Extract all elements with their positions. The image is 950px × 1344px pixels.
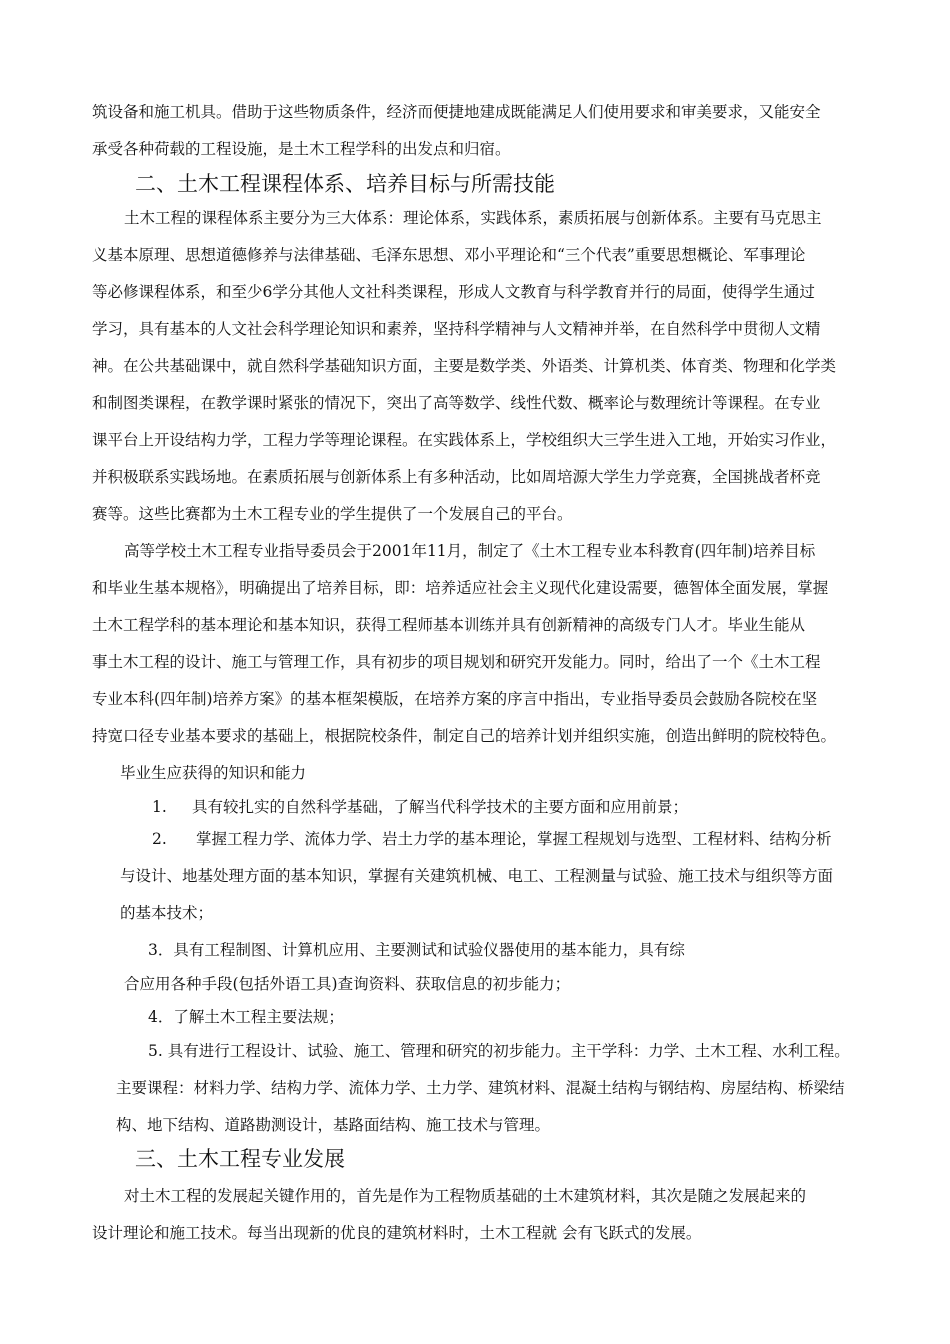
paragraph-line: 和制图类课程，在教学课时紧张的情况下，突出了高等数学、线性代数、概率论与数理统计等课程。在专业 [92,394,821,412]
list-item-text: 与设计、地基处理方面的基本知识，掌握有关建筑机械、电工、工程测量与试验、施工技术与组织等方面 [120,867,834,885]
paragraph-line: 事土木工程的设计、施工与管理工作，具有初步的项目规划和研究开发能力。同时，给出了一个《土木工程 [92,653,821,671]
list-item-text: 具有较扎实的自然科学基础，了解当代科学技术的主要方面和应用前景； [192,798,689,816]
paragraph-line: 神。在公共基础课中，就自然科学基础知识方面，主要是数学类、外语类、计算机类、体育类、物理和化学类 [92,357,837,375]
section-heading: 三、土木工程专业发展 [135,1147,345,1171]
list-item-text: 4．了解土木工程主要法规； [148,1008,344,1026]
list-item-text: 构、地下结构、道路勘测设计，基路面结构、施工技术与管理。 [116,1116,551,1134]
paragraph-line: 土木工程学科的基本理论和基本知识，获得工程师基本训练并具有创新精神的高级专门人才。毕业生能从 [92,616,806,634]
list-item-text: 掌握工程力学、流体力学、岩土力学的基本理论，掌握工程规划与选型、工程材料、结构分析 [196,830,832,848]
paragraph-line: 赛等。这些比赛都为土木工程专业的学生提供了一个发展自己的平台。 [92,505,573,523]
paragraph-line: 等必修课程体系，和至少6学分其他人文社科类课程，形成人文教育与科学教育并行的局面，使得学生通过 [92,283,815,301]
intro-line: 筑设备和施工机具。借助于这些物质条件，经济而便捷地建成既能满足人们使用要求和审美要求，又能安全 [92,103,821,121]
list-item-text: 合应用各种手段(包括外语工具)查询资料、获取信息的初步能力； [124,975,571,993]
paragraph-line: 持宽口径专业基本要求的基础上，根据院校条件，制定自己的培养计划并组织实施，创造出鲜明的院校特色。 [92,727,837,745]
paragraph-line: 义基本原理、思想道德修养与法律基础、毛泽东思想、邓小平理论和“三个代表”重要思想概论、军事理论 [92,246,806,264]
paragraph-line: 对土木工程的发展起关键作用的，首先是作为工程物质基础的土木建筑材料，其次是随之发展起来的 [124,1187,807,1205]
paragraph-line: 土木工程的课程体系主要分为三大体系：理论体系，实践体系，素质拓展与创新体系。主要有马克思主 [124,209,822,227]
section-heading: 二、土木工程课程体系、培养目标与所需技能 [135,172,555,196]
list-item-text: 3．具有工程制图、计算机应用、主要测试和试验仪器使用的基本能力，具有综 [148,941,685,959]
paragraph-line: 专业本科(四年制)培养方案》的基本框架模版，在培养方案的序言中指出，专业指导委员会鼓励各院校在坚 [92,690,818,708]
list-item-text: 5. 具有进行工程设计、试验、施工、管理和研究的初步能力。主干学科：力学、土木工程、水利工程。 [148,1042,850,1060]
list-item-number: 2. [152,830,167,848]
paragraph-line: 课平台上开设结构力学，工程力学等理论课程。在实践体系上，学校组织大三学生进入工地，开始实习作业， [92,431,837,449]
list-item-text: 的基本技术； [120,904,214,922]
paragraph-line: 和毕业生基本规格》，明确提出了培养目标，即：培养适应社会主义现代化建设需要，德智体全面发展，掌握 [92,579,829,597]
paragraph-line: 学习，具有基本的人文社会科学理论知识和素养，坚持科学精神与人文精神并举，在自然科学中贯彻人文精 [92,320,821,338]
abilities-title: 毕业生应获得的知识和能力 [120,764,307,782]
paragraph-line: 并积极联系实践场地。在素质拓展与创新体系上有多种活动，比如周培源大学生力学竞赛，全国挑战者杯竞 [92,468,821,486]
intro-line: 承受各种荷载的工程设施，是土木工程学科的出发点和归宿。 [92,140,511,158]
list-item-text: 主要课程：材料力学、结构力学、流体力学、土力学、建筑材料、混凝土结构与钢结构、房屋结构、桥梁结 [116,1079,845,1097]
paragraph-line: 高等学校土木工程专业指导委员会于2001年11月，制定了《土木工程专业本科教育(四年制)培养目标 [124,542,816,560]
list-item-number: 1. [152,798,167,816]
paragraph-line: 设计理论和施工技术。每当出现新的优良的建筑材料时，土木工程就 会有飞跃式的发展。 [92,1224,702,1242]
